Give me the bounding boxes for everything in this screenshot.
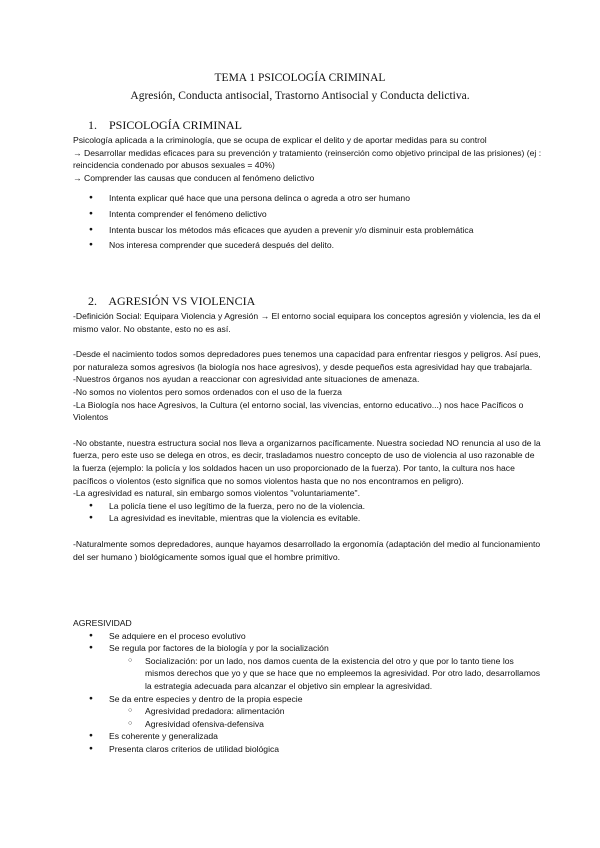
subheading: AGRESIVIDAD [73, 618, 132, 628]
section-number: 2. [88, 294, 97, 308]
section-title: AGRESIÓN VS VIOLENCIA [108, 294, 256, 308]
paragraph: Psicología aplicada a la criminología, que se ocupa de explicar el delito y de aportar medidas para su control [73, 135, 487, 145]
paragraph: -No obstante, nuestra estructura social nos lleva a organizarnos pacíficamente. Nuestra sociedad NO renuncia al uso de la fuerza, pero este uso se delega en otros, es decir, trasladamos nuestro concepto de uso de violencia al uso razonable de la fuerza (ejemplo: la policía y los soldados hacen un uso proporcionado de la fuerza). Por tanto, la cultura nos hace pacíficos o violentos (esto significa que no somos violentos hasta que no nos encontramos en peligro). [73, 437, 541, 486]
paragraph: -Naturalmente somos depredadores, aunque hayamos desarrollado la ergonomía (adaptación del medio al funcionamiento del ser humano ) biológicamente somos igual que el hombre primitivo. [73, 538, 541, 562]
list-item [73, 693, 543, 731]
section-1-body [73, 134, 543, 252]
sub-bullet-list [109, 655, 543, 693]
document-title: TEMA 1 PSICOLOGÍA CRIMINAL [214, 72, 386, 84]
list-item-text: Se regula por factores de la biología y por la socialización [109, 643, 329, 654]
list-item: ● Intenta comprender el fenómeno delictivo [73, 208, 543, 221]
paragraph: -Desde el nacimiento todos somos depredadores pues tenemos una capacidad para enfrentar riesgos y peligros. Así pues, por naturaleza somos agresivos (la biología nos hace agresivos), y desde pequeños esta agresividad hay que trabajarla. [73, 349, 541, 372]
paragraph: → Desarrollar medidas eficaces para su prevención y tratamiento (reinserción como objetivo principal de las prisiones) (ej : reincidencia condenado por abusos sexuales = 40%) [73, 147, 542, 171]
paragraph: → Comprender las causas que conducen al fenómeno delictivo [73, 172, 315, 183]
bullet-list [73, 500, 543, 525]
paragraph: -No somos no violentos pero somos ordenados con el uso de la fuerza [73, 386, 342, 397]
section-2-body [73, 310, 543, 563]
paragraph: -La agresividad es natural, sin embargo somos violentos "voluntariamente". [73, 488, 360, 499]
list-item: ● Intenta explicar qué hace que una persona delinca o agreda a otro ser humano [73, 192, 543, 205]
paragraph: -Definición Social: Equipara Violencia y Agresión → El entorno social equipara los conceptos agresión y violencia, les da el mismo valor. No obstante, esto no es así. [73, 311, 541, 334]
list-item-text: Se da entre especies y dentro de la propia especie [109, 693, 303, 704]
list-item: ● La policía tiene el uso legítimo de la fuerza, pero no de la violencia. [73, 500, 543, 513]
sub-bullet-list [109, 705, 543, 730]
section-number: 1. [88, 118, 97, 132]
sub-list-item: ○ Socialización: por un lado, nos damos cuenta de la existencia del otro y que por lo tanto tiene los mismos derechos que yo y que se hace que no empleemos la agresividad. Por otro lado, desarrollamos la estrategia adecuada para alcanzar el objetivo sin emplear la agresividad. [73, 655, 543, 693]
paragraph: -Nuestros órganos nos ayudan a reaccionar con agresividad ante situaciones de amenaza. [73, 374, 420, 385]
section-heading-2 [88, 294, 255, 309]
bullet-list [73, 192, 543, 251]
list-item: ● La agresividad es inevitable, mientras que la violencia es evitable. [73, 512, 543, 525]
list-item: ● Se adquiere en el proceso evolutivo [73, 630, 543, 643]
list-item [73, 642, 543, 692]
sub-list-item: ○ Agresividad ofensiva-defensiva [73, 718, 543, 731]
section-heading-1 [88, 118, 242, 133]
list-item: ● Es coherente y generalizada [73, 730, 543, 743]
sub-list-item: ○ Agresividad predadora: alimentación [73, 705, 543, 718]
bullet-list [73, 630, 543, 756]
list-item: ● Presenta claros criterios de utilidad biológica [73, 743, 543, 756]
document-subtitle: Agresión, Conducta antisocial, Trastorno Antisocial y Conducta delictiva. [130, 90, 470, 102]
section-title: PSICOLOGÍA CRIMINAL [109, 118, 243, 132]
agresividad-section [73, 617, 543, 756]
list-item: ● Nos interesa comprender que sucederá después del delito. [73, 239, 543, 252]
list-item: ● Intenta buscar los métodos más eficaces que ayuden a prevenir y/o disminuir esta problemática [73, 224, 543, 237]
paragraph: -La Biología nos hace Agresivos, la Cultura (el entorno social, las vivencias, entorno educativo...) nos hace Pacíficos o Violentos [73, 399, 524, 423]
